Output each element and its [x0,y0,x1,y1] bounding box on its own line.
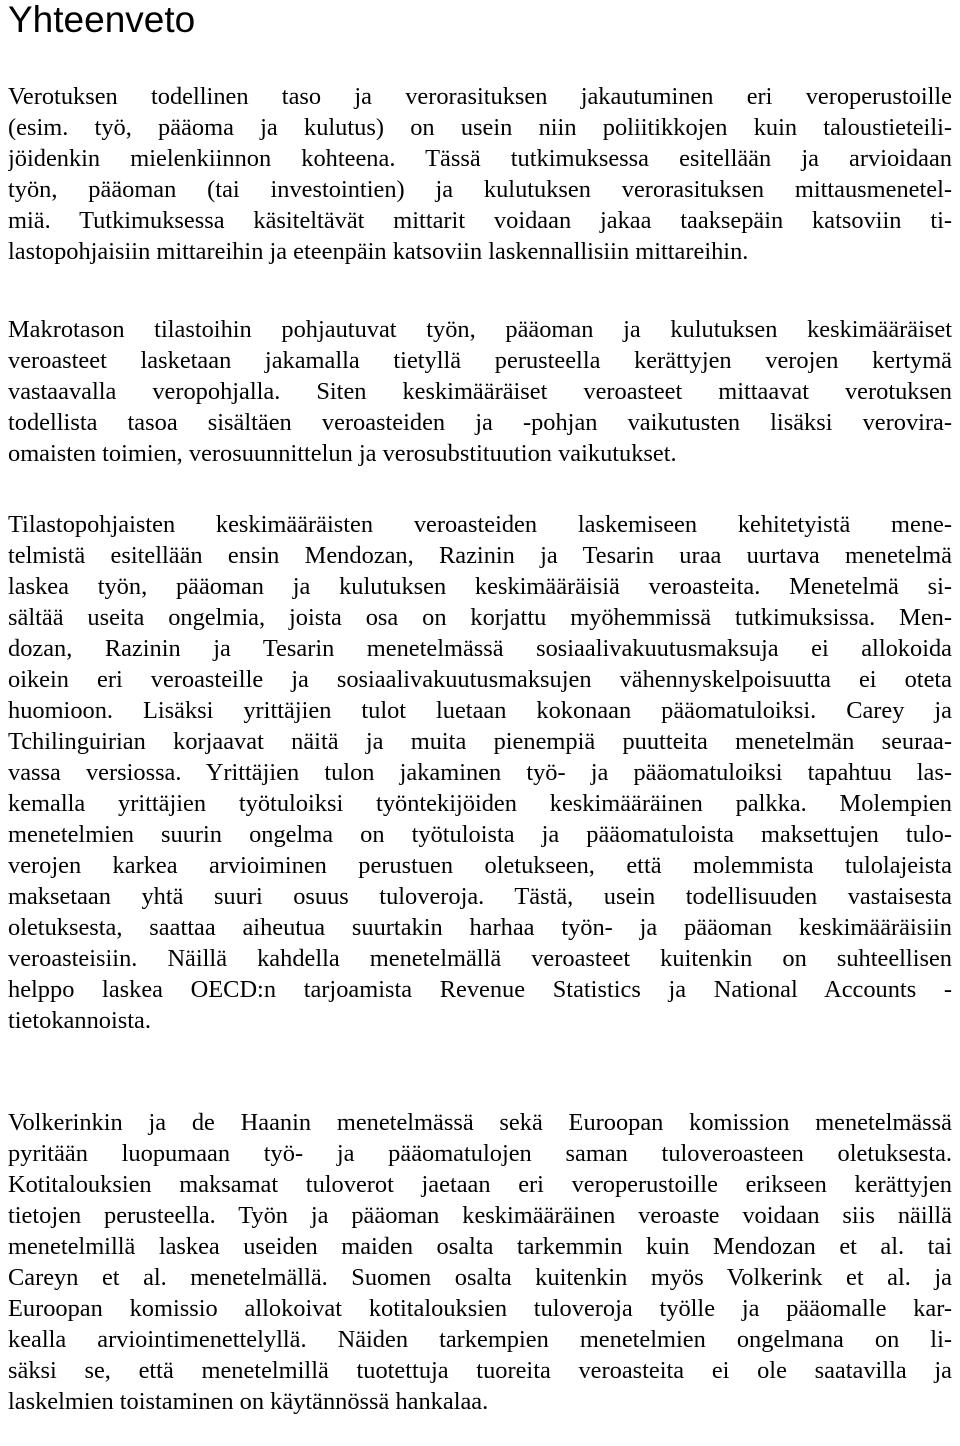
text-line: omaisten toimien, verosuunnittelun ja verosubstituution vaikutukset. [8,440,677,467]
text-line: Verotuksen todellinen taso ja verorasituksen jakautuminen eri veroperustoille [8,83,952,110]
text-line: vastaavalla veropohjalla. Siten keskimääräiset veroasteet mittaavat verotuksen [8,378,952,405]
text-line: oikein eri veroasteille ja sosiaalivakuutusmaksujen vähennyskelpoisuutta ei oteta [8,666,952,693]
text-line: Euroopan komissio allokoivat kotitalouksien tuloveroja työlle ja pääomalle kar- [8,1295,952,1322]
text-line: menetelmien suurin ongelma on työtuloista ja pääomatuloista maksettujen tulo- [8,821,952,848]
text-line: laskelmien toistaminen on käytännössä hankalaa. [8,1388,489,1415]
text-line: Careyn et al. menetelmällä. Suomen osalta kuitenkin myös Volkerink et al. ja [8,1264,952,1291]
text-line: jöidenkin mielenkiinnon kohteena. Tässä tutkimuksessa esitellään ja arvioidaan [8,145,952,172]
text-line: tietokannoista. [8,1007,151,1034]
text-line: oletuksesta, saattaa aiheutua suurtakin harhaa työn- ja pääoman keskimääräisiin [8,914,952,941]
text-line: pyritään luopumaan työ- ja pääomatulojen saman tuloveroasteen oletuksesta. [8,1140,952,1167]
paragraph-mendoza-method [8,509,952,1036]
text-line: vassa versiossa. Yrittäjien tulon jakaminen työ- ja pääomatuloiksi tapahtuu las- [8,759,952,786]
text-line: helppo laskea OECD:n tarjoamista Revenue Statistics ja National Accounts - [8,976,952,1003]
text-line: sältää useita ongelmia, joista osa on korjattu myöhemmissä tutkimuksissa. Men- [8,604,952,631]
text-line: Volkerinkin ja de Haanin menetelmässä sekä Euroopan komission menetelmässä [8,1109,952,1136]
text-line: Makrotason tilastoihin pohjautuvat työn, pääoman ja kulutuksen keskimääräiset [8,316,952,343]
text-line: säksi se, että menetelmillä tuotettuja tuoreita veroasteita ei ole saatavilla ja [8,1357,952,1384]
document-page [8,0,952,1446]
paragraph-volkerink-method [8,1107,952,1417]
text-line: todellista tasoa sisältäen veroasteiden ja -pohjan vaikutusten lisäksi verovira- [8,409,952,436]
text-line: menetelmillä laskea useiden maiden osalta tarkemmin kuin Mendozan et al. tai [8,1233,952,1260]
paragraph-summary-intro [8,81,952,267]
text-line: Tchilinguirian korjaavat näitä ja muita pienempiä puutteita menetelmän seuraa- [8,728,952,755]
page-title: Yhteenveto [8,0,196,40]
text-line: Tilastopohjaisten keskimääräisten veroasteiden laskemiseen kehitetyistä mene- [8,511,952,538]
text-line: kealla arviointimenettelyllä. Näiden tarkempien menetelmien ongelmana on li- [8,1326,952,1353]
text-line: Kotitalouksien maksamat tuloverot jaetaan eri veroperustoille erikseen kerättyjen [8,1171,952,1198]
text-line: laskea työn, pääoman ja kulutuksen keskimääräisiä veroasteita. Menetelmä si- [8,573,952,600]
text-line: huomioon. Lisäksi yrittäjien tulot luetaan kokonaan pääomatuloiksi. Carey ja [8,697,952,724]
text-line: maksetaan yhtä suuri osuus tuloveroja. Tästä, usein todellisuuden vastaisesta [8,883,952,910]
text-line: miä. Tutkimuksessa käsiteltävät mittarit voidaan jakaa taaksepäin katsoviin ti- [8,207,952,234]
text-line: (esim. työ, pääoma ja kulutus) on usein niin poliitikkojen kuin taloustieteili- [8,114,952,141]
text-line: verojen karkea arvioiminen perustuen oletukseen, että molemmista tulolajeista [8,852,952,879]
text-line: telmistä esitellään ensin Mendozan, Razinin ja Tesarin uraa uurtava menetelmä [8,542,952,569]
text-line: kemalla yrittäjien työtuloiksi työntekijöiden keskimääräinen palkka. Molempien [8,790,952,817]
text-line: tietojen perusteella. Työn ja pääoman keskimääräinen veroaste voidaan siis näillä [8,1202,952,1229]
text-line: veroasteet lasketaan jakamalla tietyllä perusteella kerättyjen verojen kertymä [8,347,952,374]
paragraph-macro-statistics [8,314,952,469]
text-line: veroasteisiin. Näillä kahdella menetelmällä veroasteet kuitenkin on suhteellisen [8,945,952,972]
text-line: dozan, Razinin ja Tesarin menetelmässä sosiaalivakuutusmaksuja ei allokoida [8,635,952,662]
text-line: työn, pääoman (tai investointien) ja kulutuksen verorasituksen mittausmenetel- [8,176,952,203]
text-line: lastopohjaisiin mittareihin ja eteenpäin katsoviin laskennallisiin mittareihin. [8,238,749,265]
